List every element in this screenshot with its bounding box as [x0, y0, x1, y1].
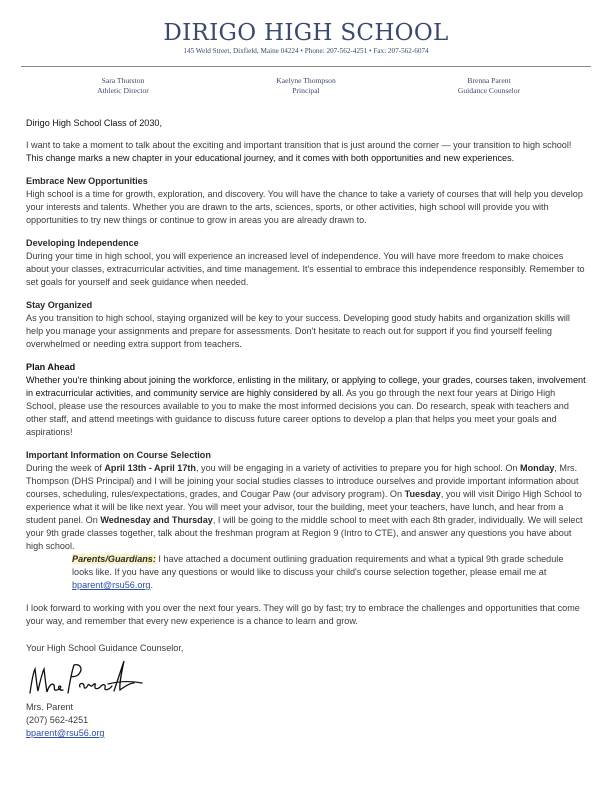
- signature-icon: [26, 657, 146, 701]
- section-heading: Stay Organized: [26, 300, 93, 310]
- section-text: High school is a time for growth, exploration, and discovery. You will have the chance to take a variety of courses that will help you develop your interests and talents. Whether you are drawn to the arts, sciences, sports, or other activities, high school will provide you with opportunities to try new things or continue to grow in areas you are already drawn to.: [26, 189, 583, 225]
- staff-name: Sara Thurston: [101, 76, 145, 85]
- staff-member: [409, 76, 569, 96]
- staff-name: Brenna Parent: [467, 76, 511, 85]
- staff-member: [226, 76, 386, 96]
- section-text: . As you go through the next four years at Dirigo High School, please use the resources available to you to make the most informed decisions you can. Do research, speak with teachers and other staff, and attend meetings with guidance to discuss future career options to develop a plan that helps you meet your goals and aspirations!: [26, 388, 569, 437]
- staff-member: [43, 76, 203, 96]
- intro-text-emphasis: This change marks a new chapter in your educational journey, and it comes with both opportunities and new experiences.: [26, 153, 515, 163]
- section-embrace: [26, 175, 586, 227]
- header-divider: [21, 66, 591, 67]
- signer-name: Mrs. Parent: [26, 702, 73, 712]
- section-heading: Embrace New Opportunities: [26, 176, 148, 186]
- day-wed-thu: Wednesday and Thursday: [100, 515, 213, 525]
- section-text: As you transition to high school, staying organized will be key to your success. Developing good study habits and organization skills will help you manage your assignments and prepare for assessments. Don't hesitate to reach out for support if you find yourself feeling overwhelmed or needing extra support from teachers.: [26, 313, 570, 349]
- parents-note: [72, 553, 586, 592]
- section-text: , you will be engaging in a variety of activities to prepare you for high school. On: [195, 463, 521, 473]
- signature-block: [26, 701, 586, 740]
- signer-phone: (207) 562-4251: [26, 715, 89, 725]
- section-plan-ahead: [26, 361, 586, 439]
- school-name: DIRIGO HIGH SCHOOL: [163, 20, 449, 46]
- day-tuesday: Tuesday: [404, 489, 441, 499]
- section-heading: Developing Independence: [26, 238, 139, 248]
- staff-list: [0, 76, 612, 100]
- section-course-selection: [26, 449, 586, 553]
- parents-end: .: [150, 580, 154, 590]
- parents-text: I have attached a document outlining graduation requirements and what a typical 9th grade schedule looks like. If you have any questions or would like to discuss your child's course selection together, please email me at: [72, 554, 564, 577]
- section-text: During the week of: [26, 463, 105, 473]
- intro-text: I want to take a moment to talk about the exciting and important transition that is just around the corner — your transition to high school!: [26, 140, 572, 150]
- school-address: 145 Weld Street, Dixfield, Maine 04224 • Phone: 207-562-4251 • Fax: 207-562-6074: [183, 47, 429, 55]
- section-heading: Plan Ahead: [26, 362, 76, 372]
- staff-title: Guidance Counselor: [457, 86, 521, 95]
- parents-label: Parents/Guardians:: [72, 554, 156, 564]
- section-text-emphasis: Whether you're thinking about joining the workforce, enlisting in the military, or applying to college, your grades, courses taken, involvement in extracurricular activities, and community service are highly considered by all: [26, 375, 586, 398]
- email-link[interactable]: bparent@rsu56.org: [72, 580, 151, 590]
- section-text: , Mrs. Thompson (DHS Principal) and I will be joining your social studies classes to introduce ourselves and provide important information about courses, scheduling, rules/expectations, grades, and Cougar Paw (our advisory program). On: [26, 463, 579, 499]
- day-monday: Monday: [520, 463, 555, 473]
- staff-title: Principal: [292, 86, 320, 95]
- greeting: Dirigo High School Class of 2030,: [26, 118, 162, 128]
- signer-email-link[interactable]: bparent@rsu56.org: [26, 728, 105, 738]
- staff-name: Kaelyne Thompson: [276, 76, 336, 85]
- closing-paragraph: I look forward to working with you over the next four years. They will go by fast; try to embrace the challenges and opportunities that come your way, and remember that every new experience is a chance to learn and grow.: [26, 603, 580, 626]
- section-text: , I will be going to the middle school to meet with each 8th grader, individually. We will select your 9th grade classes together, talk about the freshman program at Region 9 (Intro to CTE), and answer any questions you have about high school.: [26, 515, 583, 551]
- section-independence: [26, 237, 586, 289]
- date-range: April 13th - April 17th: [104, 463, 196, 473]
- signature-image: [26, 657, 586, 701]
- staff-title: Athletic Director: [97, 86, 149, 95]
- section-heading: Important Information on Course Selection: [26, 450, 211, 460]
- section-text: During your time in high school, you will experience an increased level of independence. You will have more freedom to make choices about your classes, extracurricular activities, and time management. It's essential to embrace this independence responsibly. Remember to set goals for yourself and seek guidance when needed.: [26, 251, 585, 287]
- section-text: , you will visit Dirigo High School to experience what it will be like next year. You will meet your advisor, tour the building, meet your teachers, have lunch, and hear from a student panel. On: [26, 489, 582, 525]
- intro-paragraph: [26, 139, 586, 165]
- letter-body: [26, 117, 586, 740]
- sign-off: Your High School Guidance Counselor,: [26, 643, 184, 653]
- section-organized: [26, 299, 586, 351]
